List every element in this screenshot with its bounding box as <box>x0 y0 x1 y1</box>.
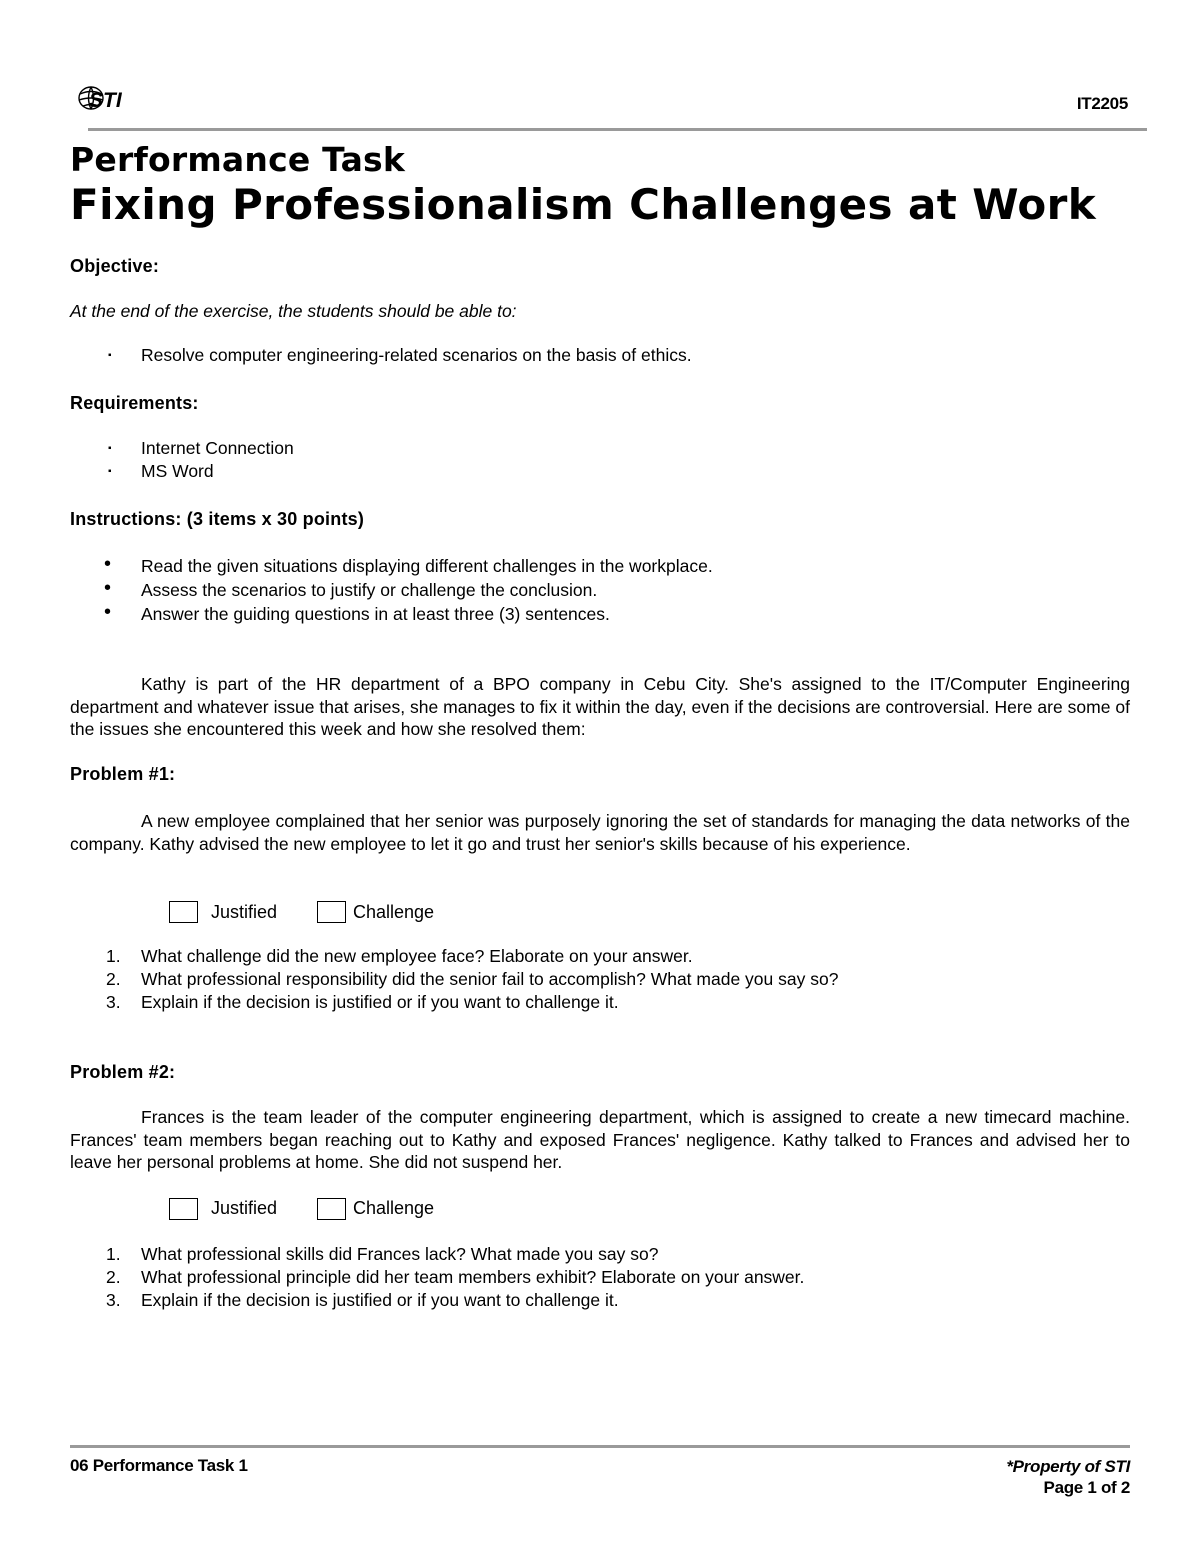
question-item: What professional skills did Frances lack? What made you say so? <box>141 1244 659 1264</box>
footer-right <box>1006 1456 1130 1498</box>
svg-text:STI: STI <box>89 89 122 112</box>
question-item: Explain if the decision is justified or if you want to challenge it. <box>141 992 619 1012</box>
challenge-label: Challenge <box>353 902 435 922</box>
question-item: What challenge did the new employee face? Elaborate on your answer. <box>141 946 693 966</box>
footer-document-name: 06 Performance Task 1 <box>70 1456 248 1475</box>
question-number: 1. <box>106 946 121 966</box>
challenge-checkbox[interactable] <box>317 901 346 923</box>
bullet-marker: ▪ <box>108 466 112 477</box>
objective-intro: At the end of the exercise, the students should be able to: <box>70 301 517 321</box>
question-number: 3. <box>106 1290 121 1310</box>
footer-divider <box>70 1445 1130 1448</box>
instruction-item: Read the given situations displaying different challenges in the workplace. <box>141 556 713 576</box>
intro-paragraph <box>70 673 1130 741</box>
page-title: Fixing Professionalism Challenges at Work <box>70 180 1097 229</box>
bullet-marker: • <box>104 553 112 575</box>
question-number: 1. <box>106 1244 121 1264</box>
footer-page-number: Page 1 of 2 <box>1043 1478 1130 1497</box>
bullet-marker: ▪ <box>108 443 112 454</box>
problem-1-text-body: A new employee complained that her senior was purposely ignoring the set of standards for managing the data networks of the company. Kathy advised the new employee to let it go and trust her senior's skills because of his experience. <box>70 811 1130 854</box>
challenge-checkbox[interactable] <box>317 1198 346 1220</box>
header-divider <box>88 128 1147 131</box>
question-number: 3. <box>106 992 121 1012</box>
problem-1-heading: Problem #1: <box>70 764 176 784</box>
problem-1-text <box>70 810 1130 855</box>
instruction-item: Assess the scenarios to justify or challenge the conclusion. <box>141 580 598 600</box>
problem-2-text <box>70 1106 1130 1174</box>
requirement-item: MS Word <box>141 461 214 481</box>
sti-logo <box>77 84 139 118</box>
requirements-heading: Requirements: <box>70 393 199 413</box>
problem-2-heading: Problem #2: <box>70 1062 176 1082</box>
intro-paragraph-text: Kathy is part of the HR department of a BPO company in Cebu City. She's assigned to the IT/Computer Engineering department and whatever issue that arises, she manages to fix it within the day, even if the decisions are controversial. Here are some of the issues she encountered this week and how she resolved them: <box>70 674 1130 739</box>
course-code: IT2205 <box>1076 94 1128 113</box>
problem-2-text-body: Frances is the team leader of the computer engineering department, which is assigned to create a new timecard machine. Frances' team members began reaching out to Kathy and exposed Frances' negligence. Kathy talked to Frances and advised her to leave her personal problems at home. She did not suspend her. <box>70 1107 1130 1172</box>
bullet-marker: • <box>104 577 112 599</box>
requirement-item: Internet Connection <box>141 438 294 458</box>
justified-label: Justified <box>211 902 278 922</box>
bullet-marker: ▪ <box>108 350 112 361</box>
justified-checkbox[interactable] <box>169 1198 198 1220</box>
instructions-heading: Instructions: (3 items x 30 points) <box>70 509 365 529</box>
question-number: 2. <box>106 969 121 989</box>
justified-checkbox[interactable] <box>169 901 198 923</box>
question-number: 2. <box>106 1267 121 1287</box>
objective-heading: Objective: <box>70 256 160 276</box>
question-item: What professional responsibility did the senior fail to accomplish? What made you say so? <box>141 969 839 989</box>
objective-item: Resolve computer engineering-related scenarios on the basis of ethics. <box>141 345 692 365</box>
question-item: What professional principle did her team members exhibit? Elaborate on your answer. <box>141 1267 805 1287</box>
justified-label: Justified <box>211 1198 278 1218</box>
bullet-marker: • <box>104 601 112 623</box>
sti-logo-icon <box>77 84 139 118</box>
task-label: Performance Task <box>70 140 406 179</box>
question-item: Explain if the decision is justified or if you want to challenge it. <box>141 1290 619 1310</box>
challenge-label: Challenge <box>353 1198 435 1218</box>
instruction-item: Answer the guiding questions in at least three (3) sentences. <box>141 604 610 624</box>
footer-property: *Property of STI <box>1006 1457 1130 1476</box>
